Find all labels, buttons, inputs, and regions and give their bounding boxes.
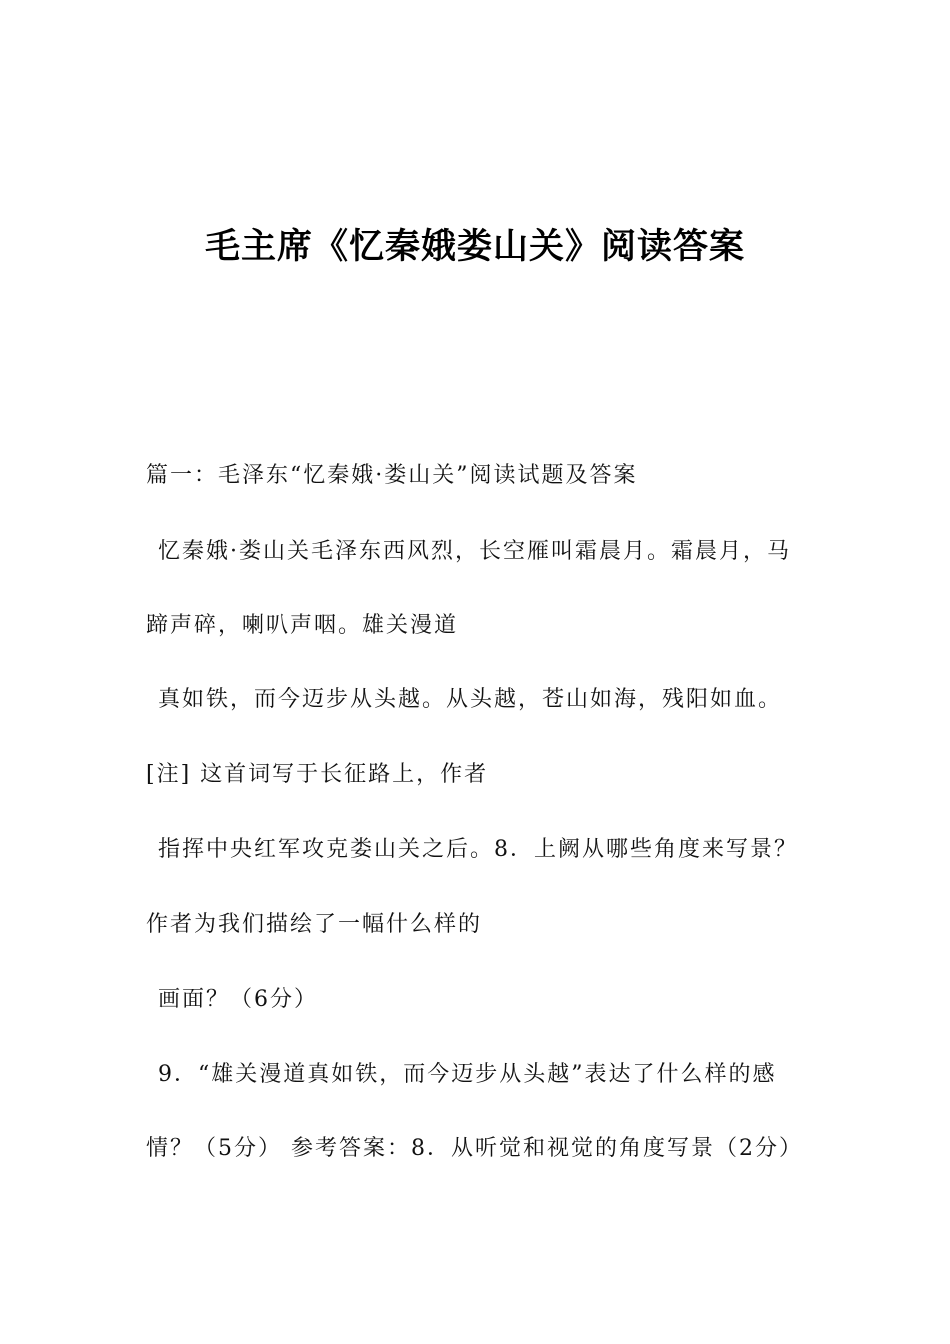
text-line: 篇一：毛泽东“忆秦娥·娄山关”阅读试题及答案 (146, 463, 638, 488)
document-title: 毛主席《忆秦娥娄山关》阅读答案 (204, 227, 745, 267)
text-line: 真如铁，而今迈步从头越。从头越，苍山如海，残阳如血。 (158, 687, 783, 712)
text-line: [注] 这首词写于长征路上，作者 (146, 762, 489, 787)
text-line: 9．“雄关漫道真如铁，而今迈步从头越”表达了什么样的感 (158, 1062, 777, 1087)
text-line: 作者为我们描绘了一幅什么样的 (146, 912, 483, 937)
text-line: 蹄声碎，喇叭声咽。雄关漫道 (146, 613, 459, 638)
text-line: 画面？（6分） (158, 987, 318, 1012)
text-line: 指挥中央红军攻克娄山关之后。8．上阙从哪些角度来写景？ (158, 837, 798, 862)
text-line: 忆秦娥·娄山关毛泽东西风烈，长空雁叫霜晨月。霜晨月，马 (158, 539, 791, 564)
text-line: 情？（5分） 参考答案：8．从听觉和视觉的角度写景（2分） (146, 1136, 803, 1161)
